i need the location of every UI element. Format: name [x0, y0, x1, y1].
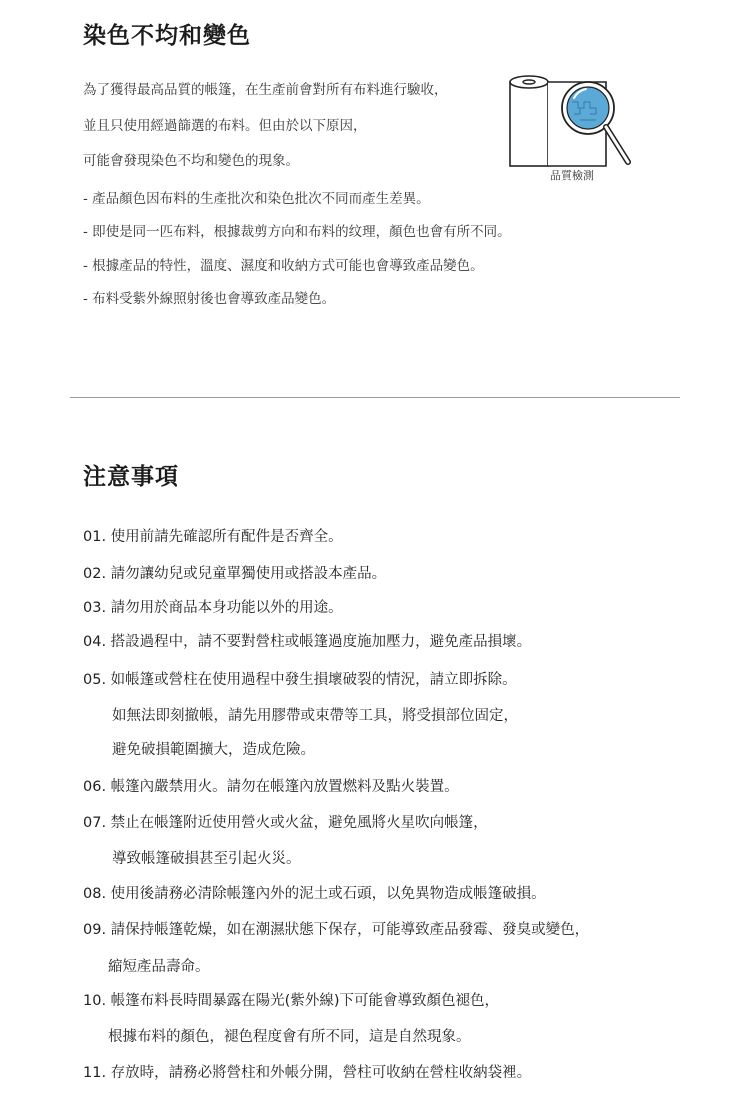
- precaution-item: 10. 帳篷布料長時間暴露在陽光(紫外線)下可能會導致顏色褪色，: [83, 993, 499, 1009]
- intro-line-1: 為了獲得最高品質的帳篷，在生產前會對所有布料進行驗收，: [83, 82, 448, 98]
- precaution-item: 07. 禁止在帳篷附近使用營火或火盆，避免風將火星吹向帳篷，: [83, 815, 488, 831]
- section-divider: [70, 397, 680, 398]
- fabric-inspection-icon: [500, 68, 640, 183]
- precaution-item-continued: 根據布料的顏色，褪色程度會有所不同，這是自然現象。: [108, 1029, 471, 1045]
- precaution-item: 01. 使用前請先確認所有配件是否齊全。: [83, 529, 343, 545]
- bullet-item: - 產品顏色因布料的生產批次和染色批次不同而產生差異。: [83, 191, 430, 207]
- precaution-item: 04. 搭設過程中，請不要對營柱或帳篷過度施加壓力，避免產品損壞。: [83, 634, 532, 650]
- precaution-item: 03. 請勿用於商品本身功能以外的用途。: [83, 600, 343, 616]
- precaution-item-continued: 導致帳篷破損甚至引起火災。: [112, 851, 301, 867]
- intro-line-2: 並且只使用經過篩選的布料。但由於以下原因，: [83, 118, 367, 134]
- precaution-item-continued: 縮短產品壽命。: [108, 959, 210, 975]
- precaution-item: 02. 請勿讓幼兒或兒童單獨使用或搭設本產品。: [83, 566, 387, 582]
- intro-line-3: 可能會發現染色不均和變色的現象。: [83, 153, 299, 169]
- precaution-item: 06. 帳篷內嚴禁用火。請勿在帳篷內放置燃料及點火裝置。: [83, 779, 459, 795]
- precaution-item: 08. 使用後請務必清除帳篷內外的泥土或石頭，以免異物造成帳篷破損。: [83, 886, 546, 902]
- section-title-dyeing: 染色不均和變色: [83, 23, 251, 49]
- section-title-precautions: 注意事項: [83, 464, 179, 490]
- bullet-item: - 布料受紫外線照射後也會導致產品變色。: [83, 291, 336, 307]
- bullet-item: - 根據產品的特性，溫度、濕度和收納方式可能也會導致產品變色。: [83, 258, 484, 274]
- precaution-item: 09. 請保持帳篷乾燥，如在潮濕狀態下保存，可能導致產品發霉、發臭或變色，: [83, 922, 590, 938]
- illustration-caption: 品質檢測: [550, 169, 594, 182]
- precaution-item: 11. 存放時，請務必將營柱和外帳分開，營柱可收納在營柱收納袋裡。: [83, 1065, 532, 1081]
- precaution-item-continued: 避免破損範圍擴大，造成危險。: [112, 742, 315, 758]
- bullet-item: - 即使是同一匹布料，根據裁剪方向和布料的纹理，顏色也會有所不同。: [83, 224, 511, 240]
- precaution-item: 05. 如帳篷或營柱在使用過程中發生損壞破裂的情況，請立即拆除。: [83, 672, 517, 688]
- precaution-item-continued: 如無法即刻撤帳，請先用膠帶或束帶等工具，將受損部位固定，: [112, 708, 518, 724]
